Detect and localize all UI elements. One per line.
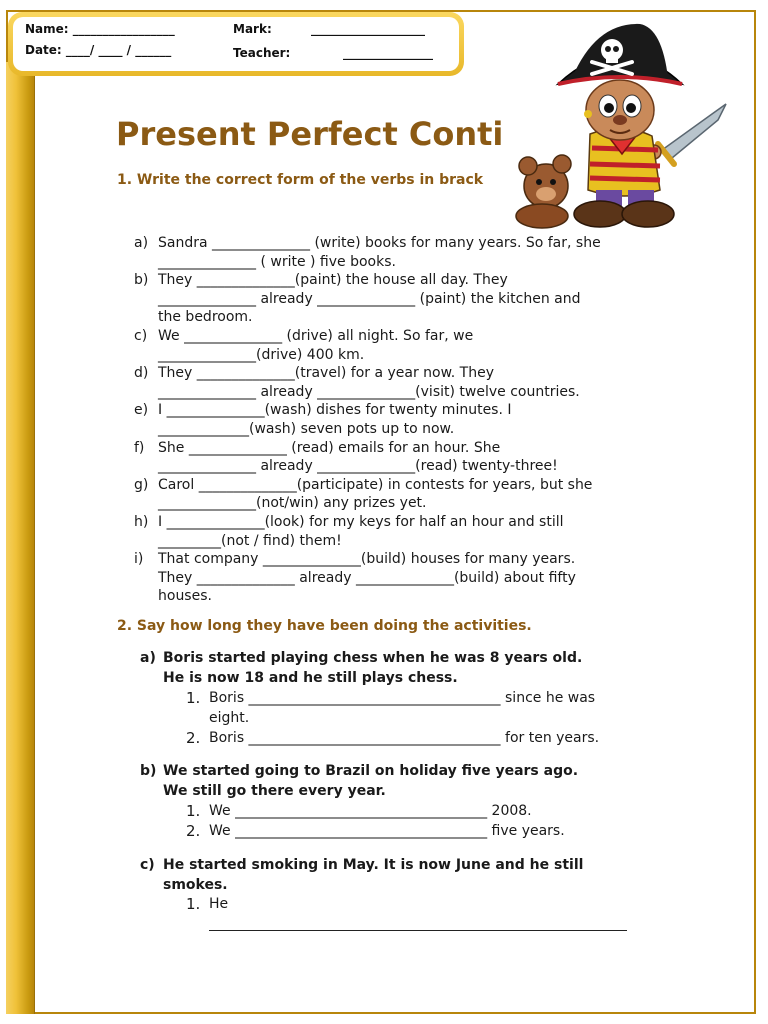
- item-text: She ______________ (read) emails for an hour. She ______________ already ______________(read) twenty-three!: [158, 439, 558, 475]
- list-item: [134, 513, 654, 550]
- question-c: [140, 856, 660, 895]
- item-label: b): [134, 272, 149, 289]
- list-item: [134, 401, 654, 438]
- question-b: [140, 762, 660, 801]
- item-label: c): [134, 327, 148, 344]
- answer-blank[interactable]: Boris ____________________________________ since he was eight.: [209, 690, 596, 726]
- item-label: h): [134, 513, 149, 530]
- question-label: c): [140, 857, 155, 873]
- question-text: We started going to Brazil on holiday five years ago. We still go there every year.: [163, 763, 579, 799]
- answer-number: 1.: [186, 802, 201, 820]
- mark-field[interactable]: ___________________: [311, 22, 425, 36]
- answer-line[interactable]: [209, 930, 627, 931]
- student-info-inner: [13, 17, 459, 71]
- item-text: We ______________ (drive) all night. So far, we ______________(drive) 400 km.: [158, 327, 474, 363]
- student-info-box: [8, 12, 464, 76]
- item-label: a): [134, 235, 149, 251]
- item-text: They ______________(travel) for a year now. They ______________ already ______________(visit) twelve countries.: [158, 365, 580, 400]
- item-label: g): [134, 476, 149, 493]
- item-label: d): [134, 365, 149, 382]
- list-item: [134, 476, 654, 513]
- question-a: [140, 649, 660, 688]
- gold-border-bar: [6, 62, 35, 1014]
- item-text: They ______________(paint) the house all day. They ______________ already ______________ (paint) the kitchen and the bedroom.: [158, 272, 581, 326]
- list-item: [134, 327, 654, 364]
- name-field[interactable]: Name: _________________: [25, 22, 175, 36]
- worksheet-title: Present Perfect Conti: [116, 115, 504, 153]
- item-text: Carol ______________(participate) in contests for years, but she ______________(not/win) any prizes yet.: [158, 476, 593, 512]
- list-item: [134, 550, 654, 606]
- answer-number: 1.: [186, 895, 201, 913]
- answer-number: 2.: [186, 729, 201, 747]
- list-item: [134, 234, 654, 271]
- pirate-illustration: [512, 18, 732, 230]
- question-text: Boris started playing chess when he was 8 years old. He is now 18 and he still plays chess.: [163, 650, 583, 686]
- exercise1-list: [134, 234, 654, 606]
- answer-blank[interactable]: We ____________________________________ 2008.: [209, 803, 532, 819]
- answers-c: [186, 894, 646, 914]
- answers-b: [186, 801, 646, 841]
- question-text: He started smoking in May. It is now June and he still smokes.: [163, 857, 584, 893]
- teacher-label: Teacher:: [233, 46, 291, 60]
- answer-blank[interactable]: Boris ____________________________________ for ten years.: [209, 730, 600, 746]
- question-label: a): [140, 650, 156, 666]
- item-text: That company ______________(build) houses for many years. They ______________ already ______________(build) about fifty houses.: [158, 551, 576, 605]
- section2-heading: 2. Say how long they have been doing the activities.: [117, 618, 532, 634]
- item-text: I ______________(wash) dishes for twenty minutes. I _____________(wash) seven pots up to now.: [158, 402, 512, 437]
- question-label: b): [140, 763, 157, 779]
- answer-start: He: [209, 896, 229, 912]
- section1-heading: 1. Write the correct form of the verbs in brack: [117, 172, 484, 188]
- mark-label: Mark:: [233, 22, 272, 36]
- answers-a: [186, 688, 646, 748]
- answer-number: 2.: [186, 822, 201, 840]
- date-field[interactable]: Date: ____/ ____ / ______: [25, 43, 172, 57]
- teacher-field[interactable]: _______________: [343, 46, 433, 60]
- list-item: [134, 439, 654, 476]
- answer-number: 1.: [186, 689, 201, 707]
- item-text: Sandra ______________ (write) books for many years. So far, she ______________ ( write ) five books.: [158, 235, 601, 270]
- item-text: I ______________(look) for my keys for half an hour and still _________(not / find) them!: [158, 513, 564, 549]
- item-label: e): [134, 402, 149, 419]
- list-item: [134, 364, 654, 401]
- item-label: f): [134, 439, 145, 456]
- item-label: i): [134, 551, 144, 568]
- answer-blank[interactable]: We ____________________________________ five years.: [209, 823, 565, 839]
- list-item: [134, 271, 654, 327]
